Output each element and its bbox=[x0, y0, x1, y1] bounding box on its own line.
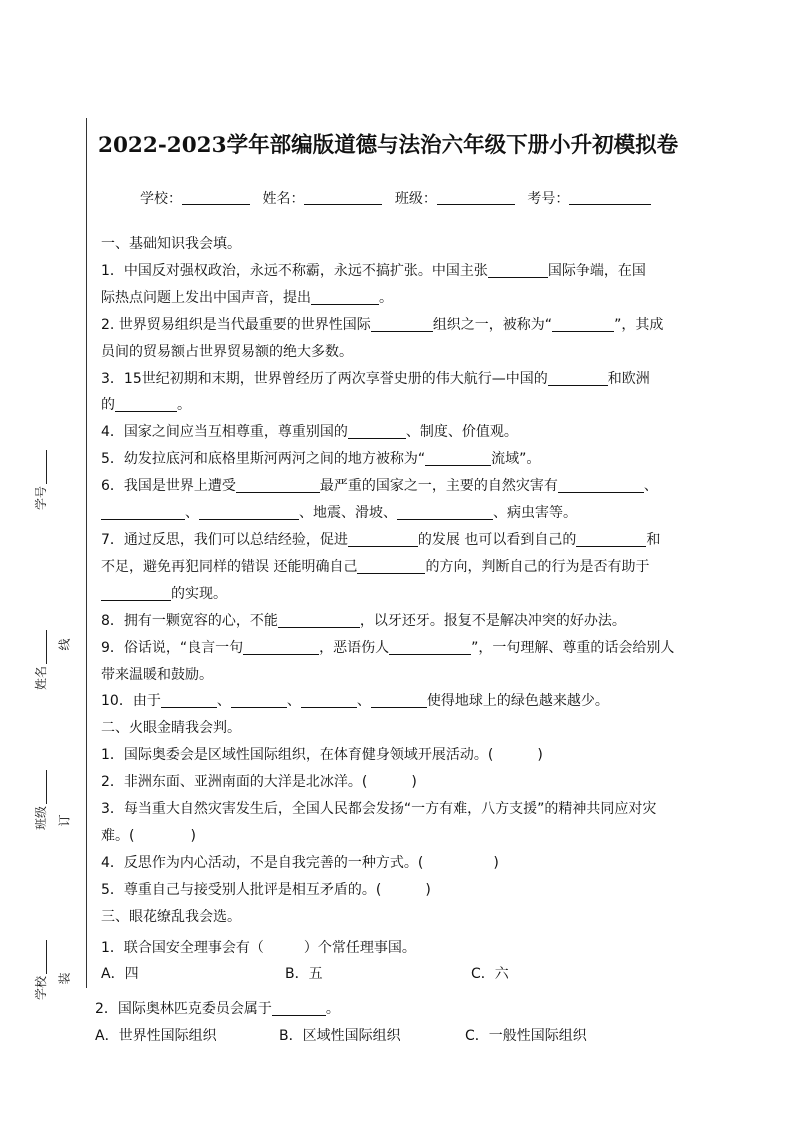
q-text: 、地震、滑坡、 bbox=[299, 505, 397, 522]
q-text: 、制度、价值观。 bbox=[405, 424, 518, 441]
s1-question-9-cont: 带来温暖和鼓励。 bbox=[101, 666, 213, 683]
q-text: 和 bbox=[646, 531, 661, 548]
s1-question-7 bbox=[101, 527, 722, 554]
q-text: 8．拥有一颗宽容的心，不能 bbox=[101, 612, 278, 629]
q-text: 的发展 也可以看到自己的 bbox=[417, 531, 577, 548]
option-a: A．四 bbox=[101, 966, 139, 983]
answer-blank bbox=[115, 397, 177, 412]
q-text: ”，其成 bbox=[614, 316, 664, 333]
s2-question-3-cont bbox=[101, 823, 722, 850]
q-text: 1．国际奥委会是区域性国际组织，在体育健身领域开展活动。( bbox=[101, 747, 494, 764]
q-text: 6．我国是世界上遭受 bbox=[101, 478, 236, 495]
q-text: 、病虫害等。 bbox=[493, 505, 577, 522]
q-text: 、 bbox=[185, 505, 199, 522]
answer-blank bbox=[101, 505, 185, 520]
s2-question-5 bbox=[101, 877, 722, 904]
answer-blank bbox=[371, 693, 427, 708]
student-id-line bbox=[34, 450, 47, 484]
q-text: 9．俗话说，“良言一句 bbox=[101, 639, 244, 656]
option-c: C．六 bbox=[471, 966, 509, 983]
answer-blank bbox=[548, 371, 608, 386]
answer-blank bbox=[301, 693, 357, 708]
answer-blank bbox=[236, 478, 320, 493]
s1-question-4 bbox=[101, 419, 722, 446]
q-text: 流域”。 bbox=[491, 451, 541, 468]
q-text: 。 bbox=[325, 1001, 340, 1017]
name-label: 姓名： bbox=[262, 191, 305, 207]
q-text: ”，一句理解、尊重的话会给别人 bbox=[471, 639, 675, 656]
paren-close: ) bbox=[411, 774, 417, 791]
school-line-margin bbox=[34, 940, 47, 974]
name-blank bbox=[304, 190, 382, 205]
s1-question-8 bbox=[101, 608, 722, 635]
s1-question-2 bbox=[101, 312, 722, 339]
q-text: 。 bbox=[379, 289, 393, 306]
q-text: 最严重的国家之一，主要的自然灾害有 bbox=[319, 478, 558, 495]
q-text: 的方向，判断自己的行为是否有助于 bbox=[425, 558, 650, 575]
name-line-margin bbox=[34, 630, 47, 664]
s3-question-2-options bbox=[95, 1023, 735, 1050]
s1-question-6 bbox=[101, 473, 722, 500]
q-text: ，恶语伤人 bbox=[319, 639, 390, 656]
s1-question-1 bbox=[101, 258, 722, 285]
q-text: 组织之一，被称为“ bbox=[432, 316, 553, 333]
s1-question-7-cont2 bbox=[101, 581, 722, 608]
section2-heading: 二、火眼金睛我会判。 bbox=[101, 720, 241, 737]
cut-word-zhuang: 装 bbox=[57, 972, 72, 985]
q-text: 、 bbox=[356, 693, 371, 710]
s1-question-6-cont bbox=[101, 500, 722, 527]
answer-blank bbox=[397, 505, 493, 520]
s1-question-9 bbox=[101, 635, 722, 662]
q-text: 1．中国反对强权政治，永远不称霸，永远不搞扩张。中国主张 bbox=[101, 262, 488, 279]
q-text: 和欧洲 bbox=[607, 370, 650, 387]
answer-blank bbox=[272, 1001, 326, 1016]
school-label: 学校： bbox=[140, 191, 182, 207]
exam-no-label: 考号： bbox=[527, 191, 570, 207]
name-field-margin bbox=[30, 630, 50, 690]
answer-blank bbox=[488, 263, 548, 278]
name-label-margin: 姓名 bbox=[33, 665, 48, 690]
answer-blank bbox=[348, 532, 418, 547]
answer-blank bbox=[357, 559, 425, 574]
cut-word-ding: 订 bbox=[57, 814, 72, 827]
section3-heading: 三、眼花缭乱我会选。 bbox=[101, 908, 241, 925]
q-text: 2．国际奥林匹克委员会属于 bbox=[95, 1001, 272, 1017]
answer-blank bbox=[101, 586, 171, 601]
answer-blank bbox=[371, 317, 433, 332]
q-text: 的 bbox=[101, 397, 115, 414]
paren-close: ) bbox=[537, 747, 543, 764]
answer-blank bbox=[389, 640, 471, 655]
q-text: 5．幼发拉底河和底格里斯河两河之间的地方被称为“ bbox=[101, 451, 426, 468]
q-text: 10．由于 bbox=[101, 693, 161, 710]
paren-close: ) bbox=[425, 881, 431, 898]
q-text: 、 bbox=[216, 693, 231, 710]
s3-question-1-options bbox=[101, 961, 722, 988]
answer-blank bbox=[348, 424, 406, 439]
s2-question-4 bbox=[101, 850, 722, 877]
q-text: 4．反思作为内心活动，不是自我完善的一种方式。( bbox=[101, 854, 424, 871]
q-text: 7．通过反思，我们可以总结经验，促进 bbox=[101, 531, 348, 548]
q-text: 的实现。 bbox=[171, 585, 227, 602]
paren-close: ) bbox=[493, 854, 499, 871]
answer-blank bbox=[425, 451, 491, 466]
answer-blank bbox=[199, 505, 299, 520]
class-label-margin: 班级 bbox=[33, 805, 48, 830]
class-line-margin bbox=[34, 770, 47, 804]
s1-question-5 bbox=[101, 446, 722, 473]
student-id-field bbox=[30, 450, 50, 510]
student-info-row bbox=[140, 188, 651, 208]
s2-question-2 bbox=[101, 769, 722, 796]
s1-question-2-cont: 员间的贸易额占世界贸易额的绝大多数。 bbox=[101, 343, 353, 360]
q-text: 、 bbox=[286, 693, 301, 710]
section1-heading: 一、基础知识我会填。 bbox=[101, 236, 241, 252]
answer-blank bbox=[161, 693, 217, 708]
class-label: 班级： bbox=[394, 191, 437, 207]
q-text: ）个常任理事国。 bbox=[303, 939, 416, 956]
s3-question-2 bbox=[95, 996, 735, 1023]
q-text: 2. 世界贸易组织是当代最重要的世界性国际 bbox=[101, 316, 371, 333]
s2-question-3: 3．每当重大自然灾害发生后，全国人民都会发扬“一方有难，八方支援”的精神共同应对灾 bbox=[101, 801, 657, 818]
answer-blank bbox=[231, 693, 287, 708]
school-label-margin: 学校 bbox=[33, 975, 48, 1000]
exam-content bbox=[101, 231, 722, 988]
class-blank bbox=[437, 190, 515, 205]
q-text: 不足，避免再犯同样的错误 还能明确自己 bbox=[101, 558, 358, 575]
paren-close: ) bbox=[190, 827, 196, 844]
option-c: C．一般性国际组织 bbox=[465, 1027, 587, 1044]
s2-question-1 bbox=[101, 742, 722, 769]
s1-question-3 bbox=[101, 366, 722, 393]
option-b: B．五 bbox=[285, 966, 323, 983]
s1-question-7-cont bbox=[101, 554, 722, 581]
q-text: 1．联合国安全理事会有（ bbox=[101, 939, 264, 956]
student-id-label: 学号 bbox=[33, 485, 48, 510]
exam-title: 2022-2023学年部编版道德与法治六年级下册小升初模拟卷 bbox=[98, 133, 679, 158]
exam-no-blank bbox=[569, 190, 651, 205]
binding-margin bbox=[0, 0, 100, 1123]
answer-blank bbox=[278, 613, 360, 628]
school-field-margin bbox=[30, 940, 50, 1000]
q-text: 5．尊重自己与接受别人批评是相互矛盾的。( bbox=[101, 881, 382, 898]
answer-blank bbox=[552, 317, 614, 332]
answer-blank bbox=[558, 478, 644, 493]
binding-line bbox=[86, 118, 87, 988]
s1-question-3-cont bbox=[101, 392, 722, 419]
q-text: 、 bbox=[643, 478, 658, 495]
s3-question-1 bbox=[101, 935, 722, 962]
s1-question-10 bbox=[101, 688, 722, 715]
q-text: 2．非洲东面、亚洲南面的大洋是北冰洋。( bbox=[101, 774, 368, 791]
q-text: 4．国家之间应当互相尊重，尊重别国的 bbox=[101, 424, 348, 441]
answer-blank bbox=[243, 640, 319, 655]
cut-word-xian: 线 bbox=[57, 638, 72, 651]
q-text: 国际争端，在国 bbox=[547, 262, 646, 279]
q-text: 难。( bbox=[101, 827, 135, 844]
q-text: 3．15世纪初期和末期，世界曾经历了两次享誉史册的伟大航行—中国的 bbox=[101, 370, 548, 387]
option-a: A．世界性国际组织 bbox=[95, 1027, 217, 1044]
answer-blank bbox=[576, 532, 646, 547]
q-text: 。 bbox=[177, 397, 191, 414]
q-text: ，以牙还牙。报复不是解决冲突的好办法。 bbox=[359, 612, 626, 629]
q-text: 使得地球上的绿色越来越少。 bbox=[426, 693, 609, 710]
answer-blank bbox=[311, 290, 379, 305]
s3-question-2-block bbox=[95, 996, 735, 1050]
q-text: 际热点问题上发出中国声音，提出 bbox=[101, 289, 311, 306]
s1-question-1-cont bbox=[101, 285, 722, 312]
class-field-margin bbox=[30, 770, 50, 830]
school-blank bbox=[182, 190, 250, 205]
option-b: B．区域性国际组织 bbox=[279, 1027, 401, 1044]
